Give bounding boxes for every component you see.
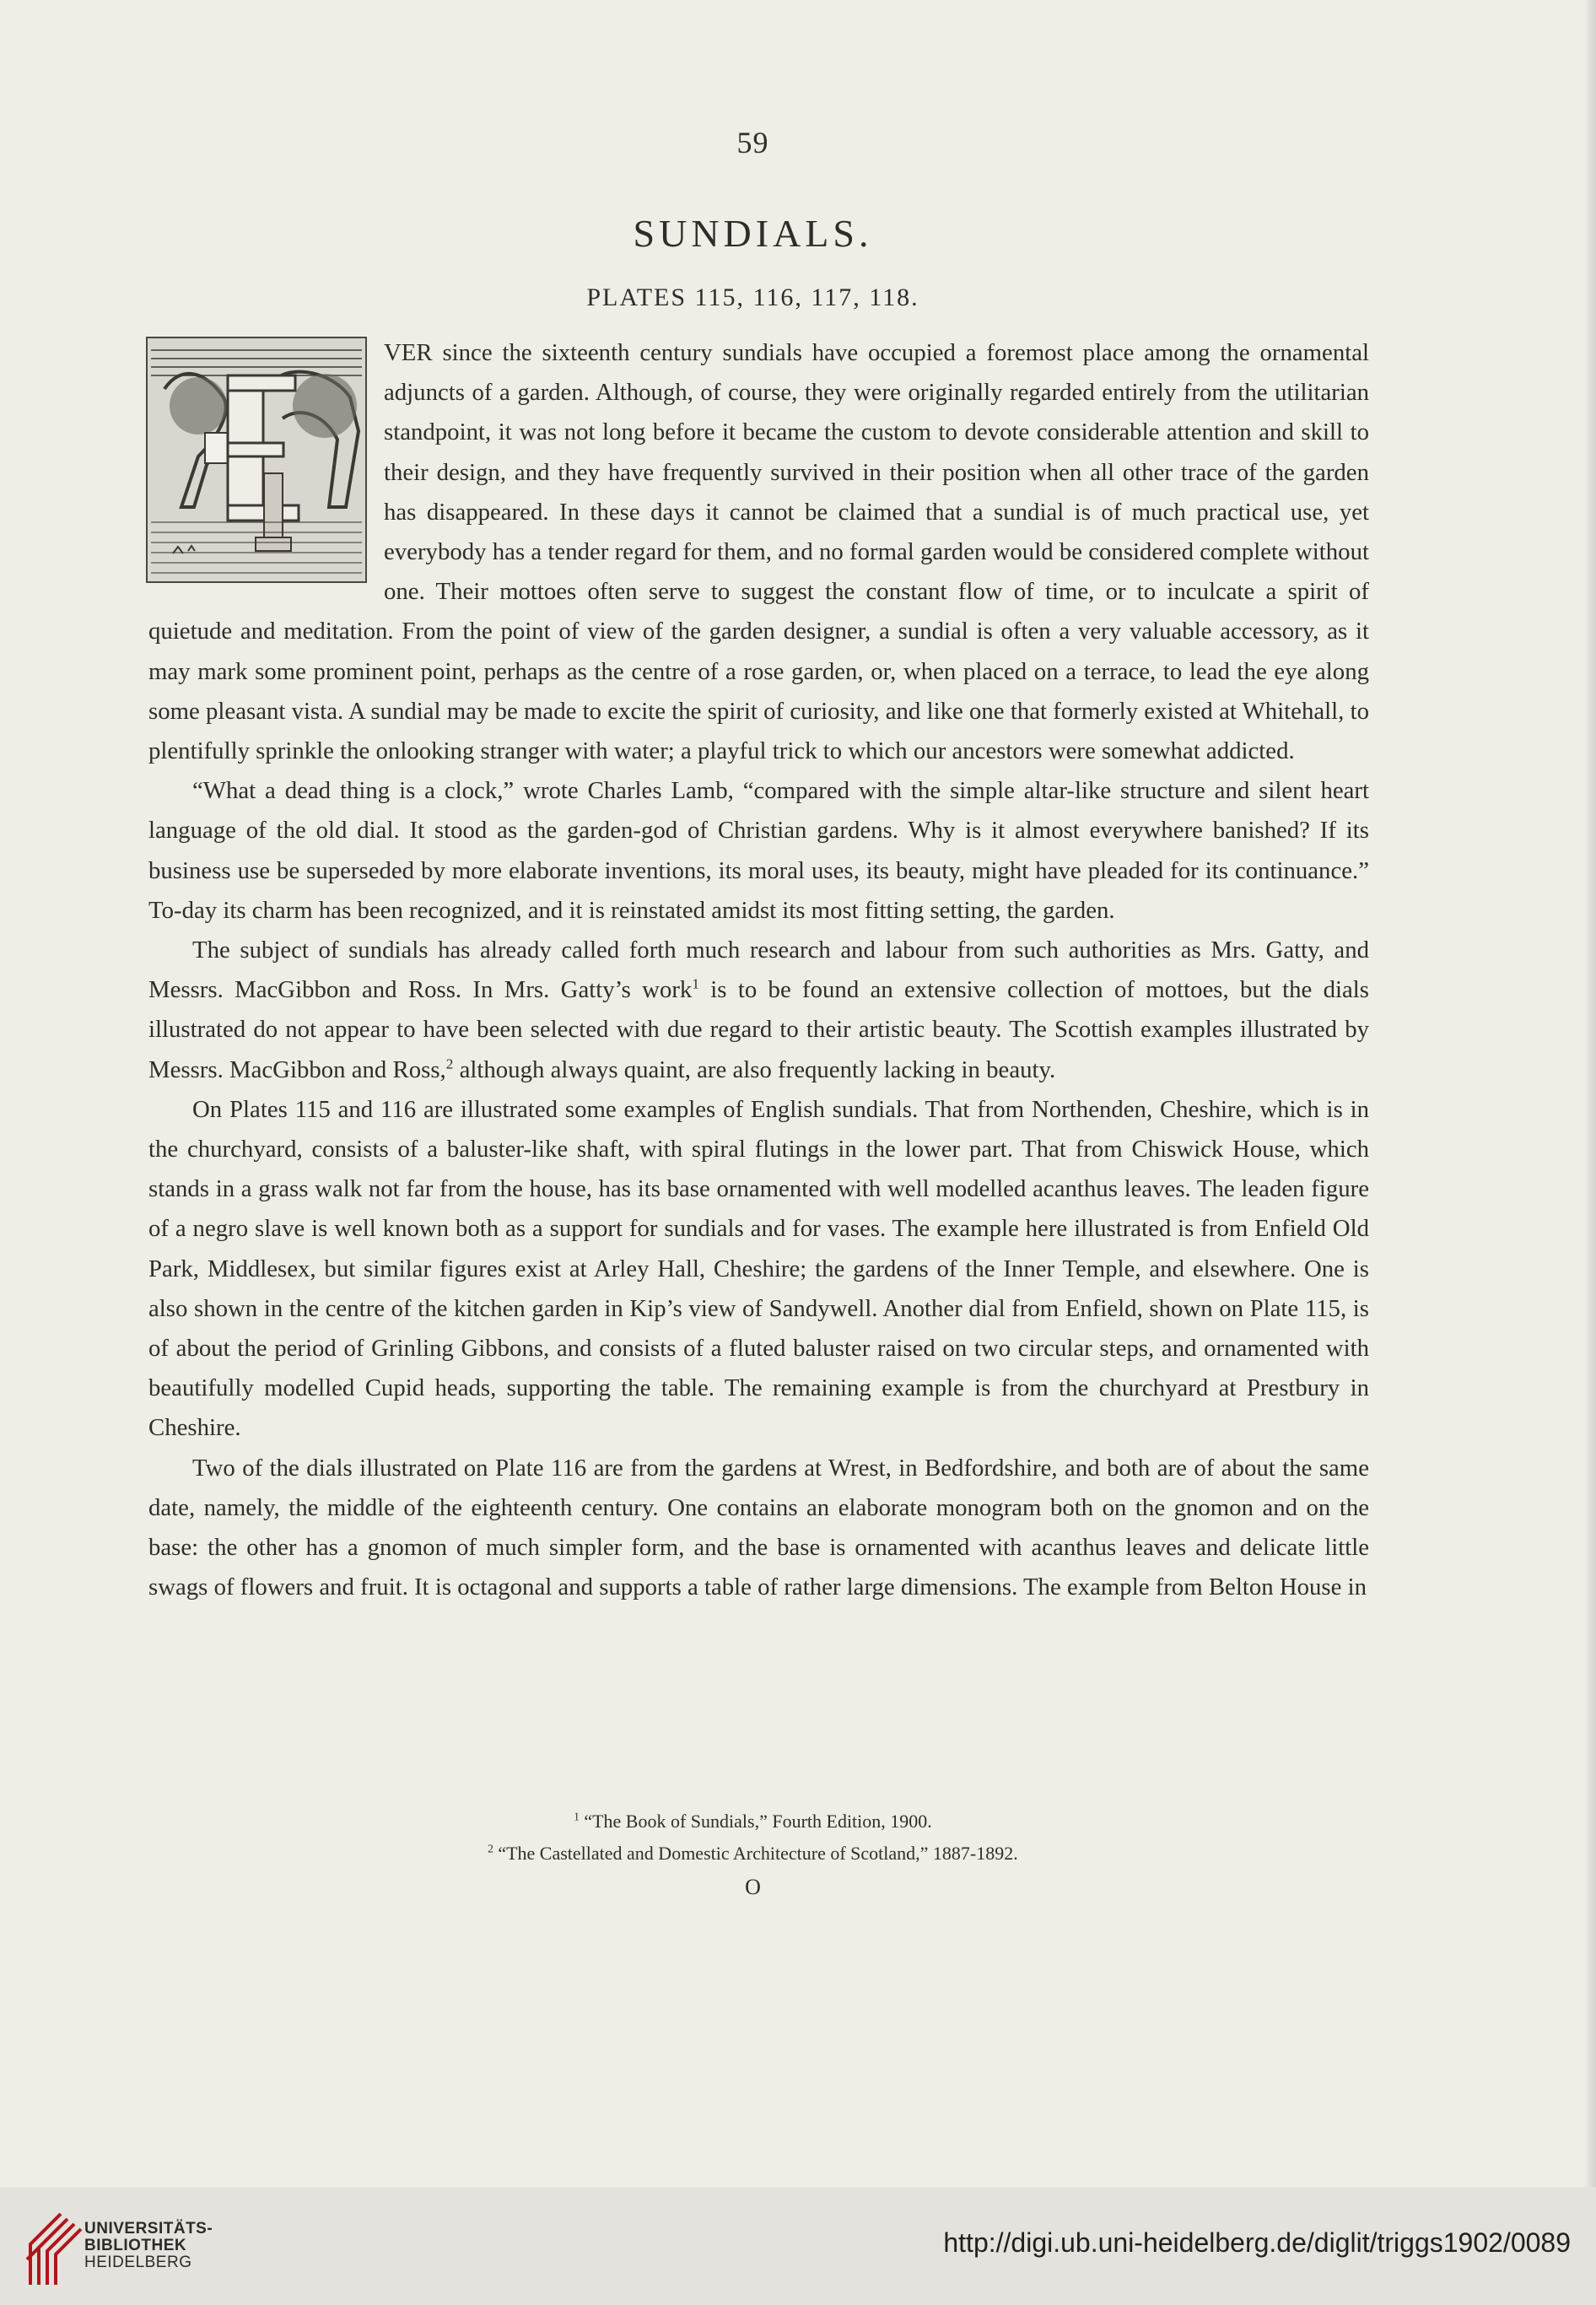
chapter-title: SUNDIALS. xyxy=(633,212,873,255)
plates-subtitle: PLATES 115, 116, 117, 118. xyxy=(586,283,919,311)
paragraph-1 xyxy=(148,333,1369,771)
library-name xyxy=(84,2221,213,2271)
paragraph-1-text: VER since the sixteenth century sundials have occupied a foremost place among the ornamental adjuncts of a garden. Although, of course, they were originally regarded entirely from the utilitarian standpoint, it was not long before it became the custom to devote considerable attention and skill to their design, and they have frequently survived in their position when all other trace of the garden has disappeared. In these days it cannot be claimed that a sundial is of much practical use, yet everybody has a tender regard for them, and no formal garden would be considered complete without one. Their mottoes often serve to suggest the constant flow of time, or to inculcate a spirit of quietude and meditation. From the point of view of the garden designer, a sundial is often a very valuable accessory, as it may mark some prominent point, perhaps as the centre of a rose garden, or, when placed on a terrace, to lead the eye along some pleasant vista. A sundial may be made to excite the spirit of curiosity, and like one that formerly existed at Whitehall, to plentifully sprinkle the onlooking stranger with water; a playful trick to which our ancestors were somewhat addicted. xyxy=(148,339,1369,765)
paragraph-3-text-b: is to be found an extensive collection of mottoes, but the dials illustrated do not appear to have been selected with due regard to their artistic beauty. The Scottish examples illustrated by Messrs. MacGibbon and Ross, xyxy=(148,976,1369,1083)
university-library-heidelberg-logo-icon xyxy=(20,2211,93,2288)
footer-bar xyxy=(0,2187,1596,2305)
page-number: 59 xyxy=(736,126,769,159)
paragraph-2: “What a dead thing is a clock,” wrote Charles Lamb, “compared with the simple altar-like structure and silent heart language of the old dial. It stood as the garden-god of Christian gardens. Why is it almost everywhere banished? If its business use be superseded by more elaborate inventions, its moral uses, its beauty, might have pleaded for its continuance.” To-day its charm has been recognized, and it is reinstated amidst its most fitting setting, the garden. xyxy=(148,777,1369,924)
signature-mark: O xyxy=(745,1875,761,1899)
footnote-1 xyxy=(0,1806,1506,1838)
page-edge-shadow xyxy=(1584,0,1596,2187)
footnote-1-text: “The Book of Sundials,” Fourth Edition, 1900. xyxy=(584,1811,932,1832)
body-text xyxy=(148,333,1369,1608)
paragraph-5: Two of the dials illustrated on Plate 116 are from the gardens at Wrest, in Bedfordshire, and both are of about the same date, namely, the middle of the eighteenth century. One contains an elaborate monogram both on the gnomon and on the base: the other has a gnomon of much simpler form, and the base is ornamented with acanthus leaves and delicate little swags of flowers and fruit. It is octagonal and supports a table of rather large dimensions. The example from Belton House in xyxy=(148,1454,1369,1601)
footnote-ref-2: 2 xyxy=(445,1055,454,1072)
paragraph-3 xyxy=(148,931,1369,1090)
paragraph-3-text-c: although always quaint, are also frequently lacking in beauty. xyxy=(453,1055,1056,1083)
paragraph-4: On Plates 115 and 116 are illustrated some examples of English sundials. That from Northenden, Cheshire, which is in the churchyard, consists of a baluster-like shaft, with spiral flutings in the lower part. That from Chiswick House, which stands in a grass walk not far from the house, has its base ornamented with well modelled acanthus leaves. The leaden figure of a negro slave is well known both as a support for sundials and for vases. The example here illustrated is from Enfield Old Park, Middlesex, but similar figures exist at Arley Hall, Cheshire; the gardens of the Inner Temple, and elsewhere. One is also shown in the centre of the kitchen garden in Kip’s view of Sandywell. Another dial from Enfield, shown on Plate 115, is of about the period of Grinling Gibbons, and consists of a fluted baluster raised on two circular steps, and ornamented with beautifully modelled Cupid heads, supporting the table. The remaining example is from the churchyard at Prestbury in Cheshire. xyxy=(148,1095,1369,1442)
paragraph-3-text-a: The subject of sundials has already called forth much research and labour from such authorities as Mrs. Gatty, and Messrs. MacGibbon and Ross. In Mrs. Gatty’s work xyxy=(148,937,1369,1004)
library-name-line-3: HEIDELBERG xyxy=(84,2254,192,2271)
footnote-mark-1: 1 xyxy=(574,1810,580,1823)
library-name-line-1: UNIVERSITÄTS- xyxy=(84,2220,213,2238)
permalink-url[interactable]: http://digi.ub.uni-heidelberg.de/diglit/triggs1902/0089 xyxy=(943,2227,1571,2258)
footnote-2 xyxy=(0,1838,1506,1870)
footnotes xyxy=(0,1806,1506,1870)
dropcap-illustration-icon xyxy=(146,337,367,583)
library-name-line-2: BIBLIOTHEK xyxy=(84,2237,187,2254)
footnote-ref-1: 1 xyxy=(692,975,699,992)
footnote-mark-2: 2 xyxy=(488,1842,493,1855)
footnote-2-text: “The Castellated and Domestic Architecture of Scotland,” 1887-1892. xyxy=(498,1843,1018,1864)
